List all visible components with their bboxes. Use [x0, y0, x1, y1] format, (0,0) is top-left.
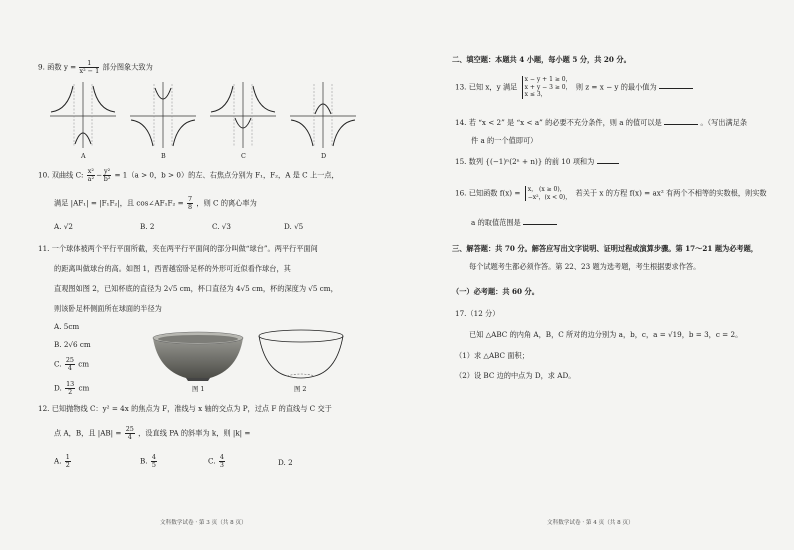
q16-piecewise: x， (x ≥ 0)， −x²，(x < 0)， [525, 186, 572, 201]
graph-option-b [128, 78, 198, 150]
q13-constraints: x − y + 1 ≥ 0， x + y − 3 ≥ 0， x ≤ 3， [522, 76, 572, 99]
bowl-photo [150, 326, 246, 382]
figure-2-caption: 图 2 [294, 385, 307, 393]
question-14-line2: 件 a 的一个值即可） [471, 136, 538, 145]
section-2-heading: 二、填空题：本题共 4 小题，每小题 5 分，共 20 分。 [452, 55, 631, 64]
q15-answer-blank [597, 157, 619, 164]
graph-b-label: B [161, 152, 166, 160]
q12-option-c: C. $\frac{4}{3}$ [208, 453, 224, 469]
question-12-line2: 点 A，B，且 |AB| = $\frac{25}{4}$ ，设直线 PA 的斜率为 k，则 |k| = [54, 425, 251, 441]
question-17-given: 已知 △ABC 的内角 A，B，C 所对的边分别为 a，b，c，a = √19，b = 3，c = 2。 [469, 330, 743, 339]
q12-option-a: A. $\frac{1}{2}$ [54, 453, 70, 469]
question-11-line3: 直观图如图 2，已知杯底的直径为 2√5 cm，杯口直径为 4√5 cm，杯的深度为 √5 cm， [54, 284, 338, 293]
question-13: 13. 已知 x，y 满足 x − y + 1 ≥ 0， x + y − 3 ≥ 0， x ≤ 3， 则 z = x − y 的最小值为 [455, 76, 693, 99]
q13-answer-blank [659, 82, 693, 89]
question-16-line1: 16. 已知函数 f(x) = x， (x ≥ 0)， −x²，(x < 0)， 若关于 x 的方程 f(x) = ax² 有两个不相等的实数根，则实数 [455, 186, 767, 201]
question-12-line1: 12. 已知抛物线 C：y² = 4x 的焦点为 F，准线与 x 轴的交点为 P，过点 F 的直线与 C 交于 [38, 404, 332, 413]
graph-c-label: C [241, 152, 246, 160]
q12-option-d: D. 2 [278, 458, 293, 467]
q14-answer-blank [664, 118, 698, 125]
q10-option-c: C. √3 [212, 222, 231, 231]
q11-option-c: C. $\frac{25}{4}$ cm [54, 356, 90, 372]
graph-option-d [288, 78, 358, 150]
question-11-line1: 11. 一个球体被两个平行平面所截，夹在两平行平面间的部分叫做“球台”。两平行平面间 [38, 244, 318, 253]
question-11-line2: 的距离叫做球台的高。如图 1，西晋越窑卧足杯的外形可近似看作球台，其 [54, 264, 291, 273]
bowl-diagram [255, 326, 347, 382]
question-17-part2: （2）设 BC 边的中点为 D，求 AD。 [455, 371, 576, 380]
question-16-line2: a 的取值范围是 [471, 218, 557, 227]
q16-answer-blank [523, 218, 557, 225]
question-15: 15. 数列 {(−1)ⁿ(2ⁿ + n)} 的前 10 项和为 [455, 157, 619, 166]
left-page-footer: 文科数学试卷 · 第 3 页（共 8 页） [160, 520, 247, 526]
question-10-line1: 10. 双曲线 C: $\frac{\text{x²}}{\text{a²}}$ − $\frac{\text{y²}}{\text{b²}}$ = 1（a > 0，b > 0）的左、右焦点分别为 F₁，F₂，A 是 C 上一点， [38, 167, 339, 183]
q11-option-a: A. 5cm [54, 322, 80, 331]
q10-option-a: A. √2 [54, 222, 73, 231]
figure-1-caption: 图 1 [192, 385, 205, 393]
graph-option-c [208, 78, 278, 150]
graph-d-label: D [321, 152, 327, 160]
q12-option-b: B. $\frac{4}{5}$ [140, 453, 156, 469]
graph-option-a [48, 78, 118, 150]
question-14-line1: 14. 若 “x < 2” 是 “x < a” 的必要不充分条件，则 a 的值可以是 。（写出满足条 [455, 118, 748, 127]
section-3-heading-line1: 三、解答题：共 70 分。解答应写出文字说明、证明过程或演算步骤。第 17～21 题为必考题， [452, 244, 758, 253]
question-11-line4: 则该卧足杯侧面所在球面的半径为 [54, 304, 162, 313]
q11-option-d: D. $\frac{13}{2}$ cm [54, 380, 90, 396]
q10-option-d: D. √5 [284, 222, 304, 231]
right-page [397, 0, 794, 550]
question-17-part1: （1）求 △ABC 面积； [455, 351, 529, 360]
right-page-footer: 文科数学试卷 · 第 4 页（共 8 页） [547, 520, 634, 526]
required-questions-heading: （一）必考题：共 60 分。 [452, 287, 539, 296]
section-3-heading-line2: 每个试题考生都必须作答。第 22、23 题为选考题，考生根据要求作答。 [469, 262, 701, 271]
graph-a-label: A [81, 152, 86, 160]
q9-fraction: $\frac{1}{\text{x² − 1}}$ [79, 59, 100, 75]
question-9-stem: 9. 函数 y = $\frac{1}{\text{x² − 1}}$ 部分图象大致为 [38, 59, 153, 75]
question-17-number: 17.（12 分） [455, 309, 500, 318]
q11-option-b: B. 2√6 cm [54, 340, 91, 349]
question-10-line2: 满足 |AF₁| = |F₁F₂|，且 cos∠AF₁F₂ = $\frac{7}{8}$ ，则 C 的离心率为 [54, 195, 257, 211]
q10-option-b: B. 2 [140, 222, 155, 231]
